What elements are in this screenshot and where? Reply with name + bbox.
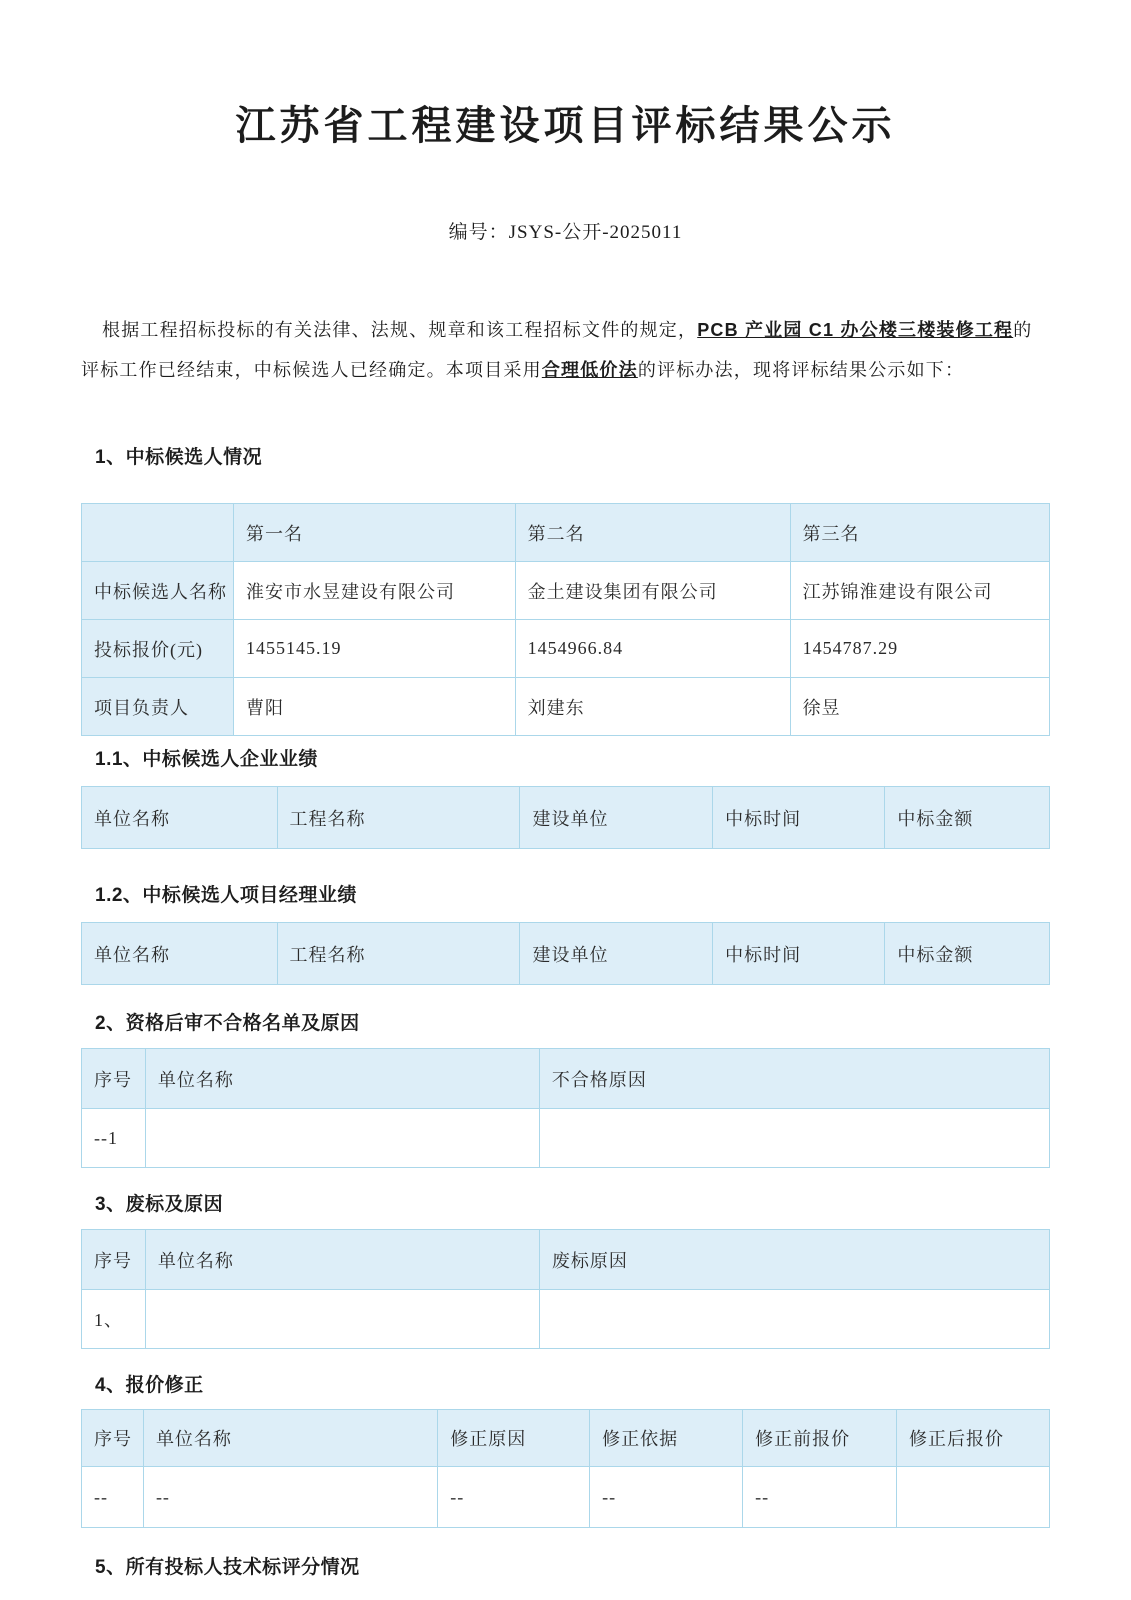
intro-text: 评标工作已经结束，中标候选人已经确定。本项目采用 [81,360,542,380]
header-cell-construction-unit: 建设单位 [520,787,713,849]
table-row [82,1109,1050,1168]
table-cell: -- [590,1467,743,1528]
table-header-row [82,1410,1050,1467]
table-cell: 江苏锦淮建设有限公司 [790,562,1049,620]
header-cell-unit-name: 单位名称 [82,787,278,849]
header-cell-reject-reason: 废标原因 [539,1230,1049,1290]
table-cell: -- [438,1467,590,1528]
intro-text: 根据工程招标投标的有关法律、法规、规章和该工程招标文件的规定， [102,320,698,340]
table-cell [897,1467,1050,1528]
row-label-candidate-name: 中标候选人名称 [82,562,234,620]
table-cell: 淮安市水昱建设有限公司 [233,562,515,620]
table-cell: -- [143,1467,437,1528]
table-cell-serial: -- [82,1467,144,1528]
header-cell-award-time: 中标时间 [713,923,885,985]
header-cell-unit-name: 单位名称 [145,1049,539,1109]
table-cell: 1455145.19 [233,620,515,678]
intro-text: 的 [1013,320,1033,340]
header-cell-serial: 序号 [82,1410,144,1467]
table-cell [539,1290,1049,1349]
intro-paragraph [81,310,1050,390]
section-heading-enterprise-performance: 1.1、中标候选人企业业绩 [95,749,318,770]
header-cell-empty [82,504,234,562]
section-heading-candidates: 1、中标候选人情况 [95,447,263,468]
winning-candidates-table [81,503,1050,736]
table-header-row [82,923,1050,985]
header-cell-award-amount: 中标金额 [885,787,1050,849]
table-row [82,1467,1050,1528]
table-header-row [82,787,1050,849]
intro-text: 的评标办法，现将评标结果公示如下： [637,360,965,380]
table-header-row [82,1230,1050,1290]
enterprise-performance-table [81,786,1050,849]
row-label-project-manager: 项目负责人 [82,678,234,736]
table-row [82,620,1050,678]
manager-performance-table [81,922,1050,985]
table-cell: 1454966.84 [515,620,790,678]
header-cell-correction-basis: 修正依据 [590,1410,743,1467]
price-correction-table [81,1409,1050,1528]
header-cell-construction-unit: 建设单位 [520,923,713,985]
header-cell-award-time: 中标时间 [713,787,885,849]
table-cell: 金土建设集团有限公司 [515,562,790,620]
table-cell [539,1109,1049,1168]
table-cell [145,1109,539,1168]
table-cell: 刘建东 [515,678,790,736]
disqualified-table [81,1048,1050,1168]
header-cell-project-name: 工程名称 [277,787,520,849]
section-heading-disqualified: 2、资格后审不合格名单及原因 [95,1013,360,1034]
table-cell: 徐昱 [790,678,1049,736]
section-heading-rejected-bids: 3、废标及原因 [95,1194,224,1215]
table-cell-serial: --1 [82,1109,146,1168]
header-cell-unit-name: 单位名称 [143,1410,437,1467]
project-name-highlight: PCB 产业园 C1 办公楼三楼装修工程 [697,320,1014,340]
section-heading-price-correction: 4、报价修正 [95,1375,204,1396]
table-row [82,562,1050,620]
header-cell-unit-name: 单位名称 [82,923,278,985]
table-row [82,1290,1050,1349]
table-header-row [82,1049,1050,1109]
header-cell-first: 第一名 [233,504,515,562]
section-heading-manager-performance: 1.2、中标候选人项目经理业绩 [95,885,357,906]
header-cell-price-after: 修正后报价 [897,1410,1050,1467]
header-cell-unit-name: 单位名称 [145,1230,539,1290]
header-cell-serial: 序号 [82,1230,146,1290]
header-cell-second: 第二名 [515,504,790,562]
table-cell: -- [743,1467,897,1528]
table-cell: 曹阳 [233,678,515,736]
table-header-row [82,504,1050,562]
header-cell-third: 第三名 [790,504,1049,562]
row-label-bid-price: 投标报价(元) [82,620,234,678]
evaluation-method-highlight: 合理低价法 [541,360,638,380]
table-cell [145,1290,539,1349]
table-cell-serial: 1、 [82,1290,146,1349]
rejected-bids-table [81,1229,1050,1349]
table-cell: 1454787.29 [790,620,1049,678]
section-heading-technical-scores: 5、所有投标人技术标评分情况 [95,1557,360,1578]
header-cell-disqualify-reason: 不合格原因 [539,1049,1049,1109]
table-row [82,678,1050,736]
header-cell-award-amount: 中标金额 [885,923,1050,985]
header-cell-serial: 序号 [82,1049,146,1109]
page-title: 江苏省工程建设项目评标结果公示 [235,103,896,148]
header-cell-project-name: 工程名称 [277,923,520,985]
doc-number: 编号：JSYS-公开-2025011 [448,222,683,243]
header-cell-correction-reason: 修正原因 [438,1410,590,1467]
header-cell-price-before: 修正前报价 [743,1410,897,1467]
